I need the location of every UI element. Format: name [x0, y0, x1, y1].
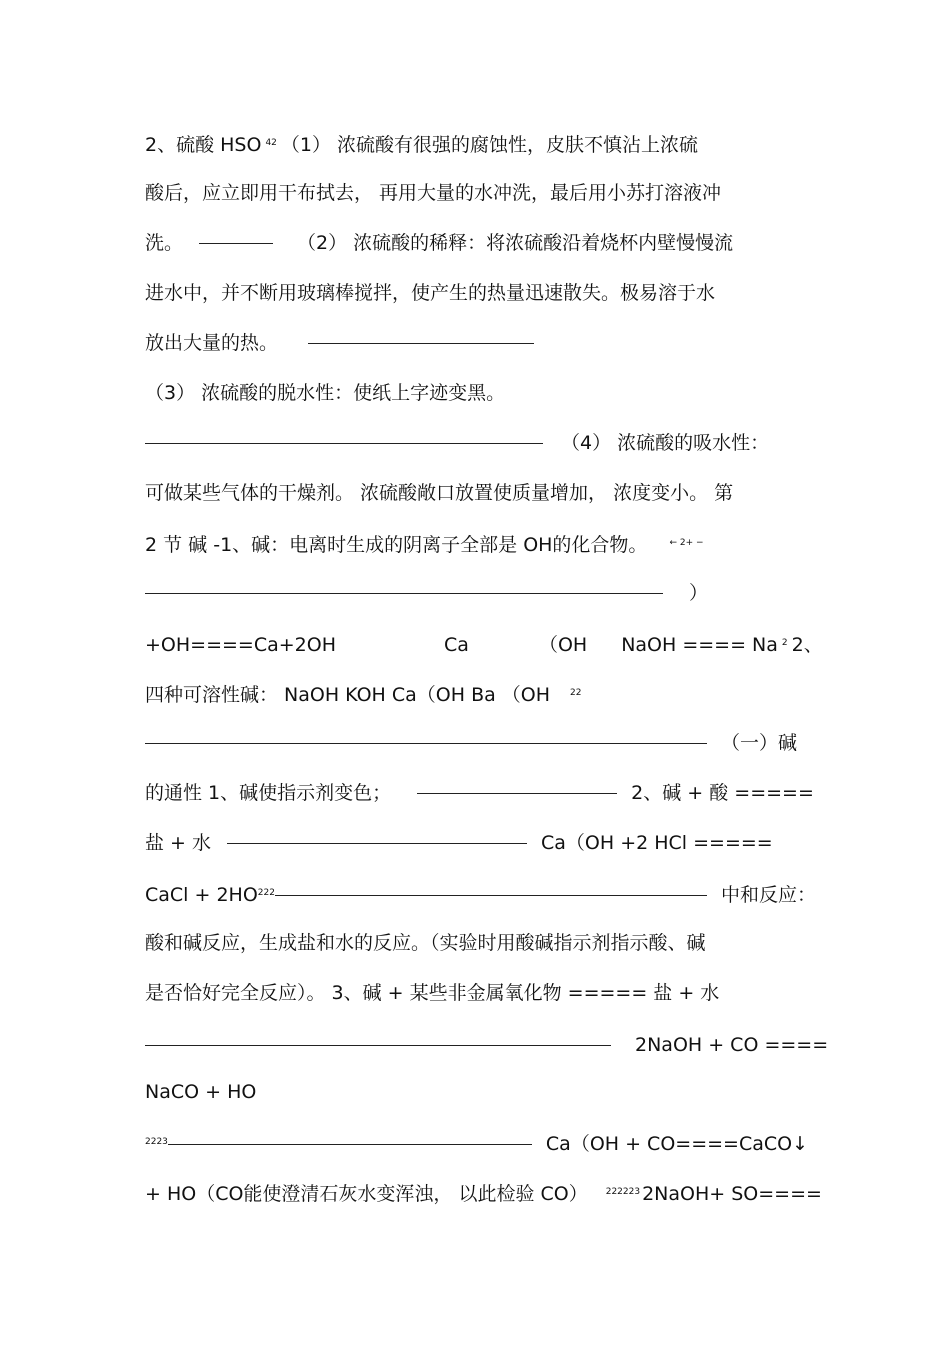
line-subscript: 42: [265, 138, 277, 148]
line-text: NaOH ==== Na: [621, 634, 778, 656]
text-line-8: [145, 478, 832, 508]
line-text: 酸和碱反应，生成盐和水的反应。（实验时用酸碱指示剂指示酸、碱: [145, 932, 706, 954]
line-text: （2） 浓硫酸的稀释：将浓硫酸沿着烧杯内壁慢慢流: [297, 232, 734, 254]
line-text: Ca（OH + CO====CaCO↓: [545, 1133, 809, 1155]
line-text: 2、: [791, 634, 823, 656]
text-line-14: [145, 778, 832, 808]
line-text: 的通性 1、碱使指示剂变色；: [145, 782, 392, 804]
line-subscript: 222223: [605, 1187, 641, 1197]
text-line-20: [145, 1077, 832, 1107]
line-text: Ca（OH +2 HCl =====: [541, 832, 773, 854]
line-text: 2 节 碱 -1、碱：电离时生成的阴离子全部是 OH的化合物。: [145, 534, 648, 556]
line-subscript: 22: [570, 688, 582, 698]
text-line-19: [145, 1030, 832, 1060]
text-line-1: [145, 128, 832, 158]
line-text: 2NaOH+ SO====: [642, 1183, 822, 1205]
text-line-3: [145, 228, 832, 258]
line-text: 放出大量的热。: [145, 332, 279, 354]
line-text: 进水中，并不断用玻璃棒搅拌，使产生的热量迅速散失。极易溶于水: [145, 282, 716, 304]
blank-rule: [308, 343, 534, 344]
line-text: （1） 浓硫酸有很强的腐蚀性，皮肤不慎沾上浓硫: [280, 134, 699, 156]
text-line-22: [145, 1177, 832, 1207]
line-superscript: ← 2+ −: [669, 538, 704, 548]
blank-rule: [145, 1045, 611, 1046]
blank-rule: [145, 443, 543, 444]
line-text: CaCl + 2HO: [145, 884, 258, 906]
line-text: +OH====Ca+2OH: [145, 634, 337, 656]
text-line-5: [145, 328, 832, 358]
line-text: 中和反应：: [720, 884, 816, 906]
line-text: ）: [689, 582, 709, 604]
blank-rule: [145, 743, 707, 744]
line-text: + HO（CO能使澄清石灰水变浑浊， 以此检验 CO）: [145, 1183, 588, 1205]
line-text: （一）碱: [721, 732, 798, 754]
line-subscript: 222: [257, 888, 275, 898]
line-text: 2、硫酸 HSO: [145, 134, 262, 156]
line-subscript: 2223: [145, 1137, 168, 1147]
text-line-15: [145, 828, 832, 858]
blank-rule: [275, 895, 707, 896]
text-line-4: [145, 278, 832, 308]
text-line-12: [145, 678, 832, 708]
text-line-2: [145, 178, 832, 208]
line-text: NaCO + HO: [145, 1081, 257, 1103]
line-text: （4） 浓硫酸的吸水性：: [561, 432, 770, 454]
line-text: 四种可溶性碱： NaOH KOH Ca（OH Ba （OH: [145, 684, 551, 706]
blank-rule: [145, 593, 663, 594]
text-line-7: [145, 428, 832, 458]
text-line-18: [145, 978, 832, 1008]
line-text: （OH: [538, 634, 588, 656]
line-text: 是否恰好完全反应）。 3、碱 + 某些非金属氧化物 ===== 盐 + 水: [145, 982, 720, 1004]
line-text: 2NaOH + CO ====: [635, 1034, 829, 1056]
line-text: （3） 浓硫酸的脱水性：使纸上字迹变黑。: [145, 382, 506, 404]
text-line-13: [145, 728, 832, 758]
text-line-6: [145, 378, 832, 408]
line-text: 盐 + 水: [145, 832, 211, 854]
text-line-10: [145, 578, 832, 608]
line-text: 可做某些气体的干燥剂。 浓硫酸敞口放置使质量增加， 浓度变小。 第: [145, 482, 734, 504]
text-line-16: [145, 878, 832, 908]
text-line-17: [145, 928, 832, 958]
line-superscript: 2: [781, 638, 788, 648]
line-text: 2、碱 + 酸 =====: [631, 782, 814, 804]
line-text: Ca: [444, 634, 469, 656]
line-text: 酸后，应立即用干布拭去， 再用大量的水冲洗，最后用小苏打溶液冲: [145, 182, 722, 204]
blank-rule: [199, 243, 273, 244]
blank-rule: [417, 793, 617, 794]
text-line-9: [145, 528, 832, 558]
blank-rule: [227, 843, 527, 844]
text-line-21: [145, 1127, 832, 1157]
text-line-11: [145, 628, 832, 658]
blank-rule: [168, 1144, 532, 1145]
line-text: 洗。: [145, 232, 184, 254]
